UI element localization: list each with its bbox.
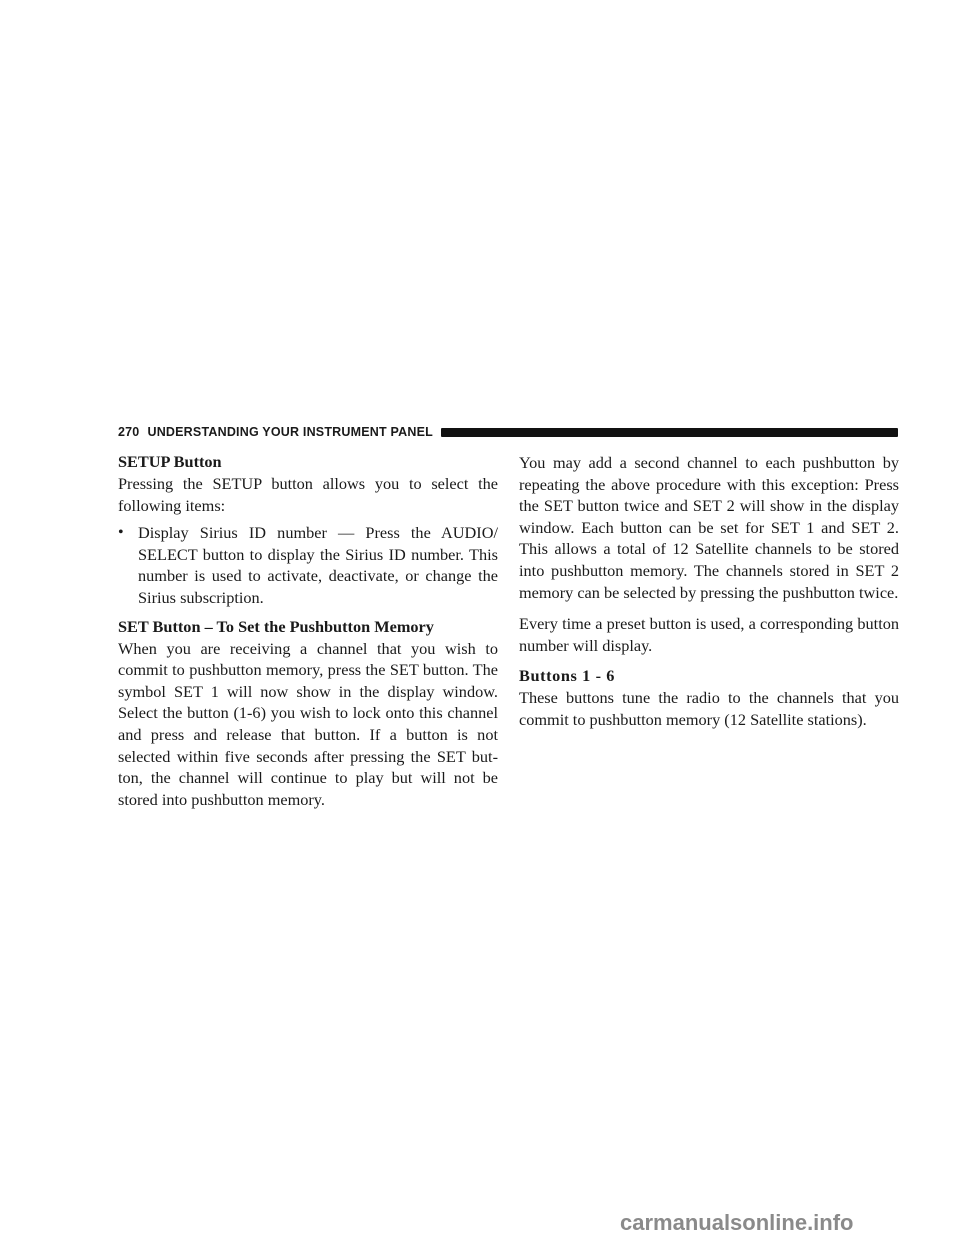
page-header [118,424,898,440]
header-rule [441,428,898,437]
watermark: carmanualsonline.info [620,1210,854,1235]
setup-intro: Pressing the SETUP button allows you to select the following items: [118,474,498,515]
right-column [519,452,899,741]
bullet-text: Display Sirius ID number — Press the AUDIO/ SELECT button to display the Sirius ID number. This number is used to activate, deactivate, or change the Sirius subscription. [138,523,498,607]
second-channel-paragraph: You may add a second channel to each pushbutton by repeating the above procedure with this exception: Press the SET button twice and SET 2 will show in the display window. Each button can be set for SET 1 and SET 2. This allows a total of 12 Satellite channels to be stored into pushbutton memory. The channels stored in SET 2 memory can be selected by pressing the pushbutton twice. [519,453,899,602]
preset-note-paragraph: Every time a preset button is used, a corresponding button number will display. [519,614,899,655]
buttons-heading: Buttons 1 - 6 [519,666,616,686]
set-body: When you are receiving a channel that you wish to commit to pushbutton memory, press the SET button. The symbol SET 1 will now show in the display window. Select the button (1-6) you wish to lock onto this channel and press and release that button. If a button is not selected within five seconds after pressing the SET but- ton, the channel will continue to play but will not be stored into pushbutton memory. [118,638,498,809]
set-heading: SET Button – To Set the Pushbutton Memory [118,616,434,636]
page-number: 270 [118,425,140,439]
buttons-body: These buttons tune the radio to the channels that you commit to pushbutton memory (12 Satellite stations). [519,688,899,729]
section-title: UNDERSTANDING YOUR INSTRUMENT PANEL [147,425,433,439]
left-column [118,452,498,820]
bullet-icon: • [118,524,124,542]
setup-heading: SETUP Button [118,452,222,471]
bullet-item [118,522,498,608]
